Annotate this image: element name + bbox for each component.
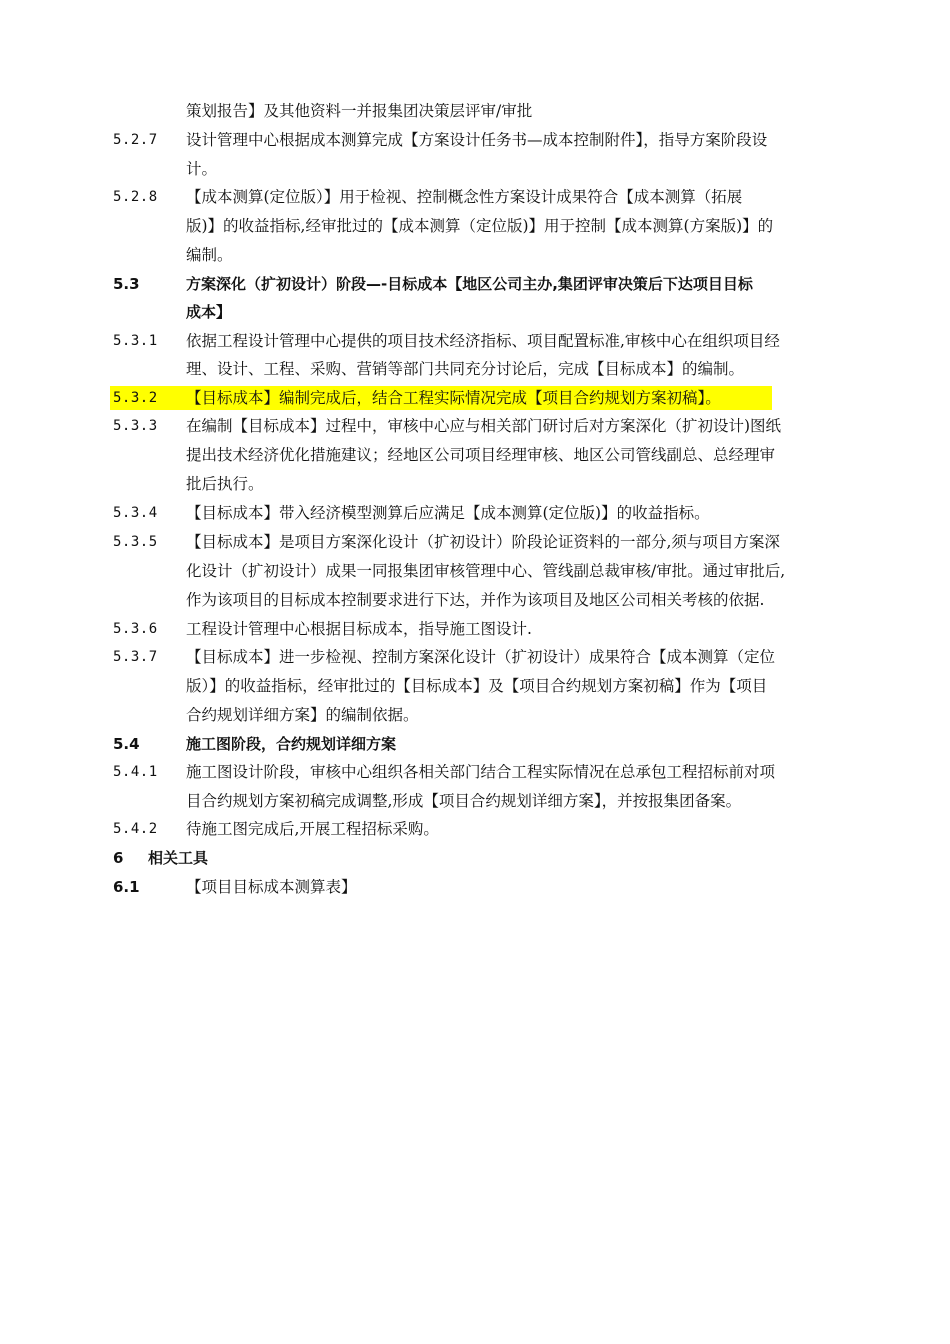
para-text: 【目标成本】进一步检视、控制方案深化设计（扩初设计）成果符合【成本测算（定位 — [186, 648, 776, 666]
clause-number: 5.3.5 — [113, 534, 158, 550]
para-text: 计。 — [186, 160, 218, 178]
para-text: 理、设计、工程、采购、营销等部门共同充分讨论后，完成【目标成本】的编制。 — [186, 360, 745, 378]
clause-number: 5.3.3 — [113, 418, 158, 434]
para-text: 工程设计管理中心根据目标成本，指导施工图设计. — [186, 620, 532, 638]
para-text: 【成本测算(定位版）】用于检视、控制概念性方案设计成果符合【成本测算（拓展 — [186, 188, 743, 206]
clause-number: 5.2.8 — [113, 189, 158, 205]
para-text: 编制。 — [186, 246, 233, 264]
section-number: 5.3 — [113, 275, 140, 293]
para-text: 目合约规划方案初稿完成调整,形成【项目合约规划详细方案】，并按报集团备案。 — [186, 792, 742, 810]
para-text: 依据工程设计管理中心提供的项目技术经济指标、项目配置标准,审核中心在组织项目经 — [186, 332, 780, 350]
para-text: 版）】的收益指标，经审批过的【目标成本】及【项目合约规划方案初稿】作为【项目 — [186, 677, 768, 695]
clause-number: 5.3.7 — [113, 649, 158, 665]
section-number: 5.4 — [113, 735, 140, 753]
section-title: 相关工具 — [148, 849, 209, 867]
para-text: 【目标成本】带入经济模型测算后应满足【成本测算(定位版)】的收益指标。 — [186, 504, 710, 522]
section-title: 方案深化（扩初设计）阶段—-目标成本【地区公司主办,集团评审决策后下达项目目标 — [186, 275, 753, 293]
clause-number: 6.1 — [113, 878, 140, 896]
clause-number: 5.4.2 — [113, 821, 158, 837]
section-title: 成本】 — [186, 303, 232, 321]
para-text: 设计管理中心根据成本测算完成【方案设计任务书—成本控制附件】，指导方案阶段设 — [186, 131, 768, 149]
para-text: 批后执行。 — [186, 475, 264, 493]
para-text: 版)】的收益指标,经审批过的【成本测算（定位版)】用于控制【成本测算(方案版)】的 — [186, 217, 774, 235]
para-text: 化设计（扩初设计）成果一同报集团审核管理中心、管线副总裁审核/审批。通过审批后, — [186, 562, 786, 580]
para-text: 施工图设计阶段，审核中心组织各相关部门结合工程实际情况在总承包工程招标前对项 — [186, 763, 776, 781]
para-text: 提出技术经济优化措施建议；经地区公司项目经理审核、地区公司管线副总、总经理审 — [186, 446, 776, 464]
para-text: 待施工图完成后,开展工程招标采购。 — [186, 820, 439, 838]
section-title: 施工图阶段，合约规划详细方案 — [186, 735, 397, 753]
clause-number: 5.2.7 — [113, 132, 158, 148]
para-text: 【项目目标成本测算表】 — [186, 878, 357, 896]
para-text: 作为该项目的目标成本控制要求进行下达，并作为该项目及地区公司相关考核的依据. — [186, 591, 765, 609]
para-text: 在编制【目标成本】过程中，审核中心应与相关部门研讨后对方案深化（扩初设计)图纸 — [186, 417, 782, 435]
clause-number: 5.3.1 — [113, 333, 158, 349]
clause-number: 5.4.1 — [113, 764, 158, 780]
clause-number: 5.3.2 — [113, 390, 158, 406]
para-text: 合约规划详细方案】的编制依据。 — [186, 706, 419, 724]
clause-number: 5.3.6 — [113, 621, 158, 637]
para-text: 【目标成本】编制完成后，结合工程实际情况完成【项目合约规划方案初稿】。 — [186, 389, 721, 407]
para-text: 【目标成本】是项目方案深化设计（扩初设计）阶段论证资料的一部分,须与项目方案深 — [186, 533, 780, 551]
para-text: 策划报告】及其他资料一并报集团决策层评审/审批 — [186, 102, 533, 120]
section-number: 6 — [113, 849, 124, 867]
clause-number: 5.3.4 — [113, 505, 158, 521]
